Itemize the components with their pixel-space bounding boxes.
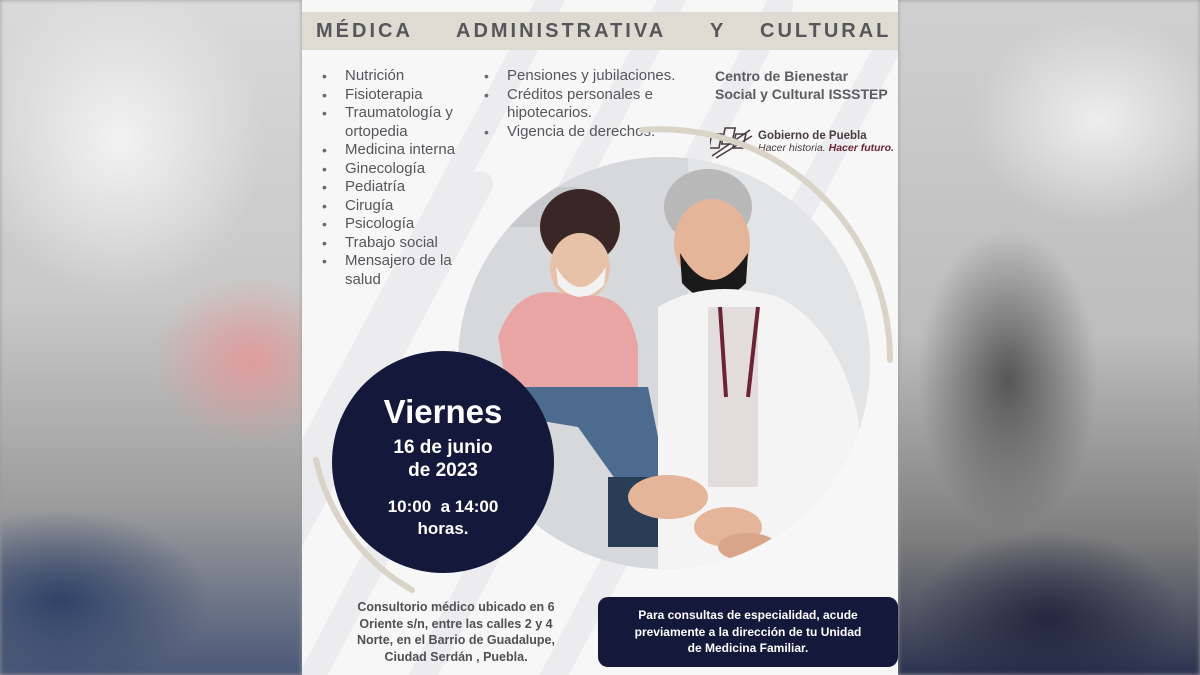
gobierno-name: Gobierno de Puebla: [758, 130, 867, 142]
header-word: MÉDICA: [316, 19, 413, 42]
centro-title: [715, 67, 898, 103]
list-item: • Psicología: [320, 215, 470, 234]
list-item: • Trabajo social: [320, 234, 470, 253]
list-item: • Pediatría: [320, 178, 470, 197]
event-time-line: 10:00 a 14:00: [387, 497, 499, 516]
centro-line: Social y Cultural ISSSTEP: [715, 86, 888, 102]
notice-line: Para consultas de especialidad, acude: [638, 608, 858, 623]
list-item: • Créditos personales e hipotecarios.: [482, 86, 692, 123]
poster: [302, 0, 898, 675]
event-date-badge: [332, 351, 554, 573]
event-time: [332, 496, 554, 540]
header-band: [302, 12, 898, 50]
notice-line: de Medicina Familiar.: [687, 641, 809, 656]
header-word: ADMINISTRATIVA: [456, 19, 667, 42]
event-date-line: de 2023: [408, 460, 478, 481]
address-line: Consultorio médico ubicado en 6: [357, 600, 555, 614]
list-item: • Ginecología: [320, 160, 470, 179]
list-item: • Cirugía: [320, 197, 470, 216]
list-item: • Mensajero de la salud: [320, 252, 470, 289]
medical-services-list: [320, 67, 470, 289]
address-line: Ciudad Serdán , Puebla.: [384, 649, 528, 664]
list-item: • Vigencia de derechos.: [482, 123, 692, 142]
blurred-background-right: [898, 0, 1200, 675]
blurred-background-left: [0, 0, 302, 675]
centro-line: Centro de Bienestar: [715, 68, 849, 84]
event-day: Viernes: [383, 393, 503, 430]
address-line: Norte, en el Barrio de Guadalupe,: [357, 633, 555, 647]
event-date: [332, 436, 554, 482]
notice-line: previamente a la dirección de tu Unidad: [634, 624, 862, 639]
address-line: Oriente s/n, entre las calles 2 y 4: [359, 616, 553, 631]
event-date-line: 16 de junio: [393, 437, 493, 458]
list-item: • Medicina interna: [320, 141, 470, 160]
list-item: • Nutrición: [320, 67, 470, 86]
address-text: [322, 599, 590, 665]
event-time-line: horas.: [417, 519, 469, 538]
gobierno-slogan: Hacer historia.: [758, 142, 826, 154]
list-item: • Fisioterapia: [320, 86, 470, 105]
header-word: Y: [710, 19, 727, 42]
gobierno-slogan-highlight: Hacer futuro.: [828, 142, 894, 154]
list-item: • Traumatología y ortopedia: [320, 104, 470, 141]
header-word: CULTURAL: [760, 19, 892, 42]
list-item: • Pensiones y jubilaciones.: [482, 67, 692, 86]
specialty-notice-box: [598, 597, 898, 667]
notice-text: [635, 607, 862, 657]
